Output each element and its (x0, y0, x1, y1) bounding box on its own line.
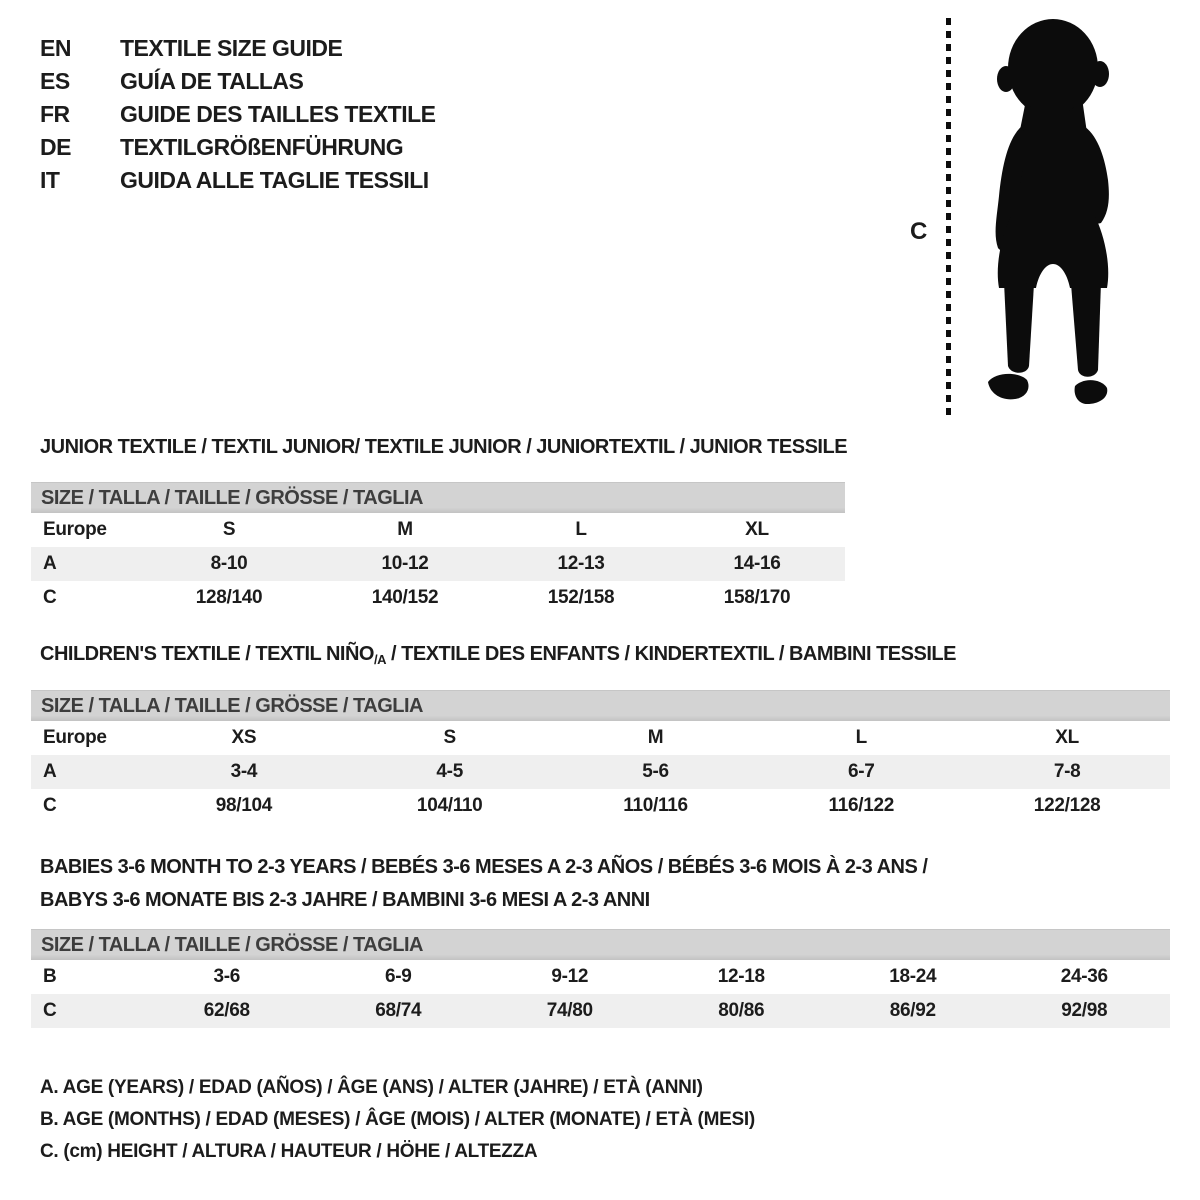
language-title-list (40, 32, 436, 197)
table-cell: M (647, 727, 664, 748)
junior-size-table (31, 482, 845, 615)
table-cell: 3-6 (213, 966, 241, 987)
height-measure-line (946, 18, 951, 416)
table-row-c (31, 789, 1170, 823)
footnote-legend (40, 1072, 755, 1168)
row-label: C (43, 795, 57, 816)
table-cell: 74/80 (546, 1000, 593, 1021)
table-row-europe (31, 721, 1170, 755)
table-cell: 158/170 (723, 587, 791, 608)
table-cell: 9-12 (551, 966, 589, 987)
table-cell: 6-9 (384, 966, 412, 987)
table-cell: 86/92 (889, 1000, 936, 1021)
size-header-bar (31, 929, 1170, 960)
row-label: B (43, 966, 57, 987)
language-row-it (40, 164, 436, 197)
language-code: IT (40, 167, 60, 193)
babies-size-table (31, 929, 1170, 1028)
table-cell: 62/68 (203, 1000, 250, 1021)
table-cell: 104/110 (416, 795, 483, 816)
table-cell: M (397, 519, 413, 540)
height-measure-label: C (910, 218, 928, 245)
toddler-silhouette-icon (968, 16, 1138, 416)
table-row-a (31, 547, 845, 581)
table-cell: XL (745, 519, 769, 540)
language-title: GUIDE DES TAILLES TEXTILE (120, 101, 436, 127)
table-cell: 18-24 (889, 966, 937, 987)
table-cell: L (575, 519, 587, 540)
babies-title-line1: BABIES 3-6 MONTH TO 2-3 YEARS / BEBÉS 3-6 MESES A 2-3 AÑOS / BÉBÉS 3-6 MOIS À 2-3 ANS / (40, 856, 928, 878)
footnote-c: C. (cm) HEIGHT / ALTURA / HAUTEUR / HÖHE / ALTEZZA (40, 1141, 538, 1162)
size-header-label: SIZE / TALLA / TAILLE / GRÖSSE / TAGLIA (41, 695, 423, 717)
size-header-label: SIZE / TALLA / TAILLE / GRÖSSE / TAGLIA (41, 934, 423, 956)
language-title: TEXTILGRÖßENFÜHRUNG (120, 134, 404, 160)
table-row-europe (31, 513, 845, 547)
table-cell: 8-10 (210, 553, 248, 574)
language-code: EN (40, 35, 71, 61)
table-cell: S (443, 727, 456, 748)
table-cell: 5-6 (642, 761, 669, 782)
language-row-de (40, 131, 436, 164)
table-cell: 3-4 (230, 761, 258, 782)
language-title: GUIDA ALLE TAGLIE TESSILI (120, 167, 429, 193)
table-cell: 128/140 (195, 587, 263, 608)
children-size-table (31, 690, 1170, 823)
language-row-es (40, 65, 436, 98)
table-cell: 4-5 (436, 761, 463, 782)
row-label: A (43, 553, 57, 574)
table-cell: 6-7 (848, 761, 875, 782)
table-cell: 68/74 (375, 1000, 422, 1021)
junior-section-title: JUNIOR TEXTILE / TEXTIL JUNIOR/ TEXTILE JUNIOR / JUNIORTEXTIL / JUNIOR TESSILE (40, 436, 848, 458)
table-row-c (31, 994, 1170, 1028)
language-code: ES (40, 68, 70, 94)
babies-section-title (40, 851, 927, 917)
table-row-c (31, 581, 845, 615)
children-title-part2: / TEXTILE DES ENFANTS / KINDERTEXTIL / BAMBINI TESSILE (385, 643, 956, 665)
table-cell: 10-12 (381, 553, 429, 574)
row-label: C (43, 587, 57, 608)
language-title: TEXTILE SIZE GUIDE (120, 35, 343, 61)
table-cell: 152/158 (547, 587, 615, 608)
row-label: Europe (43, 727, 107, 748)
table-cell: XS (231, 727, 257, 748)
children-title-subscript: /A (373, 652, 386, 667)
size-header-bar (31, 690, 1170, 721)
language-row-en (40, 32, 436, 65)
size-header-bar (31, 482, 845, 513)
table-cell: 110/116 (623, 795, 688, 816)
table-cell: L (855, 727, 867, 748)
table-cell: 116/122 (828, 795, 895, 816)
table-cell: 92/98 (1061, 1000, 1108, 1021)
table-cell: 98/104 (215, 795, 273, 816)
table-cell: 80/86 (718, 1000, 765, 1021)
table-cell: S (222, 519, 236, 540)
table-cell: 14-16 (733, 553, 781, 574)
row-label: Europe (43, 519, 107, 540)
table-cell: XL (1055, 727, 1079, 748)
language-code: DE (40, 134, 71, 160)
table-row-b (31, 960, 1170, 994)
table-row-a (31, 755, 1170, 789)
language-title: GUÍA DE TALLAS (120, 68, 304, 94)
babies-title-line2: BABYS 3-6 MONATE BIS 2-3 JAHRE / BAMBINI 3-6 MESI A 2-3 ANNI (40, 889, 650, 911)
children-section-title (40, 643, 956, 666)
table-cell: 12-13 (557, 553, 605, 574)
table-cell: 140/152 (371, 587, 439, 608)
size-header-label: SIZE / TALLA / TAILLE / GRÖSSE / TAGLIA (41, 487, 423, 509)
table-cell: 7-8 (1053, 761, 1081, 782)
children-title-part1: CHILDREN'S TEXTILE / TEXTIL NIÑO (40, 643, 374, 665)
footnote-a: A. AGE (YEARS) / EDAD (AÑOS) / ÂGE (ANS) / ALTER (JAHRE) / ETÀ (ANNI) (40, 1077, 703, 1098)
language-row-fr (40, 98, 436, 131)
row-label: A (43, 761, 57, 782)
table-cell: 12-18 (717, 966, 765, 987)
footnote-b: B. AGE (MONTHS) / EDAD (MESES) / ÂGE (MOIS) / ALTER (MONATE) / ETÀ (MESI) (40, 1109, 755, 1130)
language-code: FR (40, 101, 70, 127)
row-label: C (43, 1000, 57, 1021)
table-cell: 24-36 (1060, 966, 1108, 987)
table-cell: 122/128 (1033, 795, 1101, 816)
